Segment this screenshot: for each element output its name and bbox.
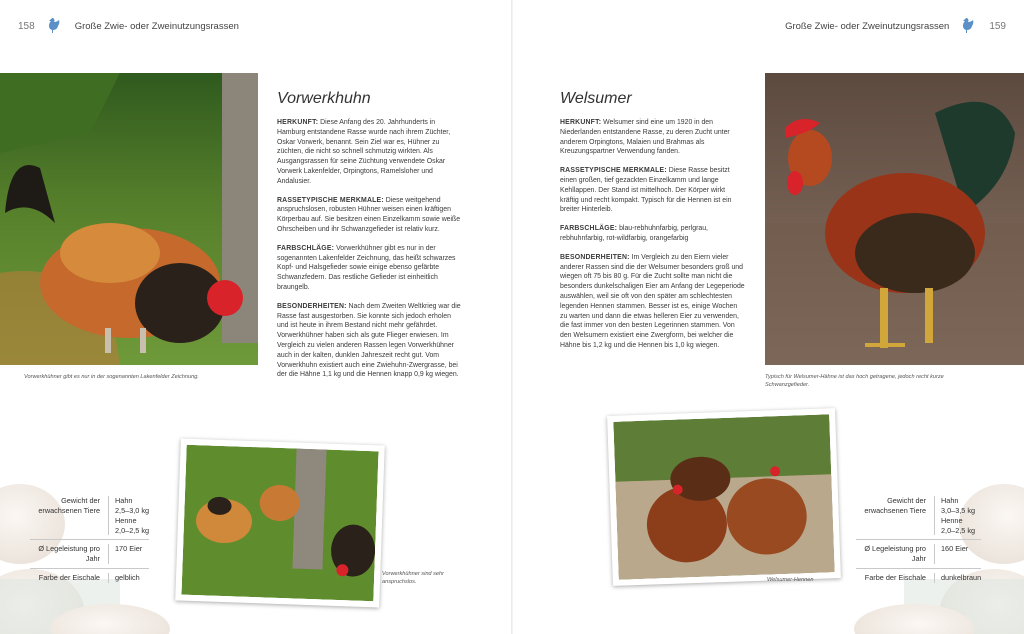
breed-stats-table: [30, 492, 149, 587]
stats-key: Gewicht der erwachsenen Tiere: [30, 496, 109, 535]
section-herkunft: HERKUNFT: Diese Anfang des 20. Jahrhunderts in Hamburg entstandene Rasse wurde nach ihrem Züchter, Oskar Vorwerk, benannt. Sein Ziel war es, Hühner zu züchten, die nicht so schnell schmutzig wirkten. Als Ausgangsrassen für seine Züchtung verwendete Oskar Vorwerk Lakenfelder, Orpingtons, Ramelsloher und Andalusier.: [277, 119, 451, 185]
page-number: 159: [989, 20, 1006, 32]
section-besonderheiten: BESONDERHEITEN: Nach dem Zweiten Weltkrieg war die Rasse fast ausgestorben. Sie konnte sich jedoch erholen und ist heute in ihrem Bestand nicht mehr gefährdet. Vorwerkhühner haben sich als gute Flieger erwiesen. Im Vergleich zu vielen anderen Rassen legen Vorwerkhühner auch in der kalten, dunklen Jahreszeit recht gut. Vom Vorwerkhuhn existiert auch eine Zwiehuhn-Zwergrasse, bei der die Hähne 1,1 kg und die Hennen knapp 0,9 kg wiegen.: [277, 302, 461, 379]
article-welsumer: [560, 90, 745, 360]
photo-caption: Welsumer-Hennen: [767, 577, 814, 583]
photo-caption: Vorwerkhühner gibt es nur in der sogenannten Lakenfelder Zeichnung.: [24, 374, 199, 380]
vorwerk-hens-photo: [175, 438, 385, 607]
stats-row-eggshell: Farbe der Eischale dunkelbraun: [856, 568, 981, 587]
stats-key: Ø Legeleistung pro Jahr: [856, 544, 935, 564]
welsumer-rooster-photo: [765, 73, 1024, 365]
page-number: 158: [18, 20, 35, 32]
stats-row-eggshell: Farbe der Eischale gelblich: [30, 568, 149, 587]
running-head-title: Große Zwie- oder Zweinutzungsrassen: [785, 20, 950, 32]
chicken-icon: [45, 16, 65, 36]
photo-caption: Vorwerkhühner sind sehr anspruchslos.: [382, 571, 444, 585]
breed-stats-table: [856, 492, 981, 587]
breed-title: Welsumer: [560, 90, 632, 107]
section-merkmale: RASSETYPISCHE MERKMALE: Diese Rasse besitzt einen großen, tief gezackten Einzelkamm und lange Kehllappen. Der Stand ist mittelhoch. Der Körper wirkt kräftig und recht kompakt. Typisch für die Hennen ist ein breiter Hinterleib.: [560, 167, 732, 214]
section-farbschlaege: FARBSCHLÄGE: blau-rebhuhnfarbig, perlgrau, rebhuhnfarbig, rot-wildfarbig, orangefarbig: [560, 225, 708, 242]
stats-key: Gewicht der erwachsenen Tiere: [856, 496, 935, 535]
breed-title: Vorwerkhuhn: [277, 90, 371, 107]
stats-key: Ø Legeleistung pro Jahr: [30, 544, 109, 564]
running-head-right: [785, 16, 1006, 36]
welsumer-hens-photo: [607, 408, 841, 586]
running-head-title: Große Zwie- oder Zweinutzungsrassen: [74, 20, 239, 32]
stats-row-laying: Ø Legeleistung pro Jahr 170 Eier: [30, 539, 149, 568]
section-merkmale: RASSETYPISCHE MERKMALE: Diese weitgehend anspruchslosen, robusten Hühner weisen einen kräftigen Körperbau auf. Sie besitzen einen Einzelkamm sowie weiße Ohrscheiben und ihr Schwanzgefieder ist relativ kurz.: [277, 196, 461, 233]
article-vorwerkhuhn: [277, 90, 462, 389]
page-gutter: [511, 0, 513, 634]
chicken-icon: [959, 16, 979, 36]
stats-key: Farbe der Eischale: [856, 573, 935, 583]
photo-caption: Typisch für Welsumer-Hähne ist das hoch getragene, jedoch recht kurze Schwanzgefieder.: [765, 374, 944, 388]
stats-row-weight: Gewicht der erwachsenen Tiere Hahn 2,5–3,0 kg Henne 2,0–2,5 kg: [30, 492, 149, 539]
vorwerk-rooster-photo: [0, 73, 258, 365]
stats-key: Farbe der Eischale: [30, 573, 109, 583]
stats-row-laying: Ø Legeleistung pro Jahr 160 Eier: [856, 539, 981, 568]
section-herkunft: HERKUNFT: Welsumer sind eine um 1920 in den Niederlanden entstandene Rasse, zu deren Zucht unter anderem Orpingtons, Malaien und Brahmas als Kreuzungspartner Verwendung fanden.: [560, 119, 730, 156]
stats-row-weight: Gewicht der erwachsenen Tiere Hahn 3,0–3,5 kg Henne 2,0–2,5 kg: [856, 492, 981, 539]
running-head-left: [18, 16, 239, 36]
section-besonderheiten: BESONDERHEITEN: Im Vergleich zu den Eiern vieler anderer Rassen sind die der Welsumer besonders groß und wiegen oft 75 bis 80 g. Für die Zucht sollte man nicht die besonders dunkelschaligen Eier am Anfang der Legeperiode auswählen, weil sie oft von den später am schlechtesten legenden Hennen stammen. Besser ist es, einige Wochen zu warten und dann die etwas helleren Eier zu verwenden, die fast immer von den besten Legerinnen stammen. Von den Welsumern existiert eine Zwergform, bei welcher die Hähne bis 1,2 kg und die Hennen bis 1,0 kg wiegen.: [560, 253, 745, 349]
section-farbschlaege: FARBSCHLÄGE: Vorwerkhühner gibt es nur in der sogenannten Lakenfelder Zeichnung, das heißt schwarzes Kopf- und Halsgefieder sowie einige ebenso gefärbte Schwanzfedern. Das restliche Gefieder ist einheitlich braungelb.: [277, 244, 456, 291]
